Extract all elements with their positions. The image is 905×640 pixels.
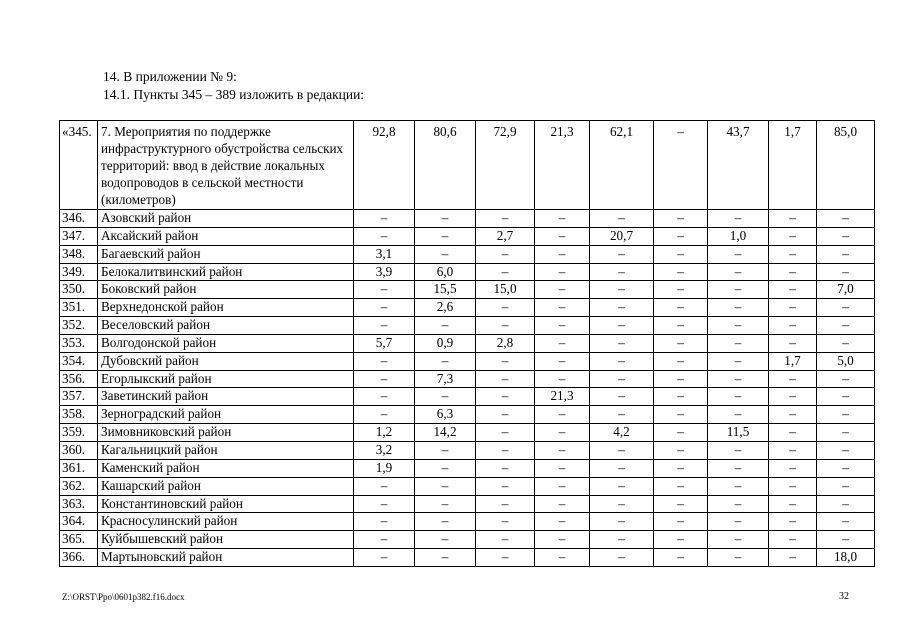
cell-value: – xyxy=(354,531,415,549)
cell-value: – xyxy=(476,477,535,495)
cell-value: – xyxy=(476,388,535,406)
cell-value: – xyxy=(476,549,535,567)
cell-value: – xyxy=(535,352,590,370)
cell-value: 15,0 xyxy=(476,281,535,299)
cell-value: – xyxy=(535,495,590,513)
cell-value: – xyxy=(415,441,476,459)
cell-value: – xyxy=(476,441,535,459)
cell-value: – xyxy=(590,370,654,388)
cell-value: 80,6 xyxy=(415,121,476,210)
cell-value: – xyxy=(654,388,708,406)
row-number: 363. xyxy=(60,495,98,513)
cell-value: 72,9 xyxy=(476,121,535,210)
cell-value: 1,2 xyxy=(354,424,415,442)
cell-value: – xyxy=(708,441,769,459)
cell-value: – xyxy=(415,549,476,567)
cell-value: – xyxy=(769,513,817,531)
cell-value: 15,5 xyxy=(415,281,476,299)
cell-value: – xyxy=(769,424,817,442)
cell-value: – xyxy=(535,477,590,495)
cell-value: – xyxy=(769,370,817,388)
cell-value: – xyxy=(354,370,415,388)
table-row xyxy=(60,477,875,495)
cell-value: – xyxy=(708,406,769,424)
cell-value: – xyxy=(817,334,875,352)
cell-value: – xyxy=(654,459,708,477)
cell-value: – xyxy=(415,477,476,495)
cell-value: 20,7 xyxy=(590,227,654,245)
cell-value: 3,1 xyxy=(354,245,415,263)
cell-value: – xyxy=(354,352,415,370)
table-body xyxy=(60,121,875,567)
table-row xyxy=(60,459,875,477)
cell-value: 1,7 xyxy=(769,352,817,370)
cell-value: – xyxy=(535,441,590,459)
row-name: 7. Мероприятия по поддержке инфраструктурного обустройства сельских территорий: ввод в действие локальных водопроводов в сельской местности (километров) xyxy=(98,121,354,210)
cell-value: 14,2 xyxy=(415,424,476,442)
intro-block xyxy=(103,68,364,104)
cell-value: – xyxy=(817,299,875,317)
cell-value: – xyxy=(654,352,708,370)
row-name: Кагальницкий район xyxy=(98,441,354,459)
footer-file-path: Z:\ORST\Ppo\0601p382.f16.docx xyxy=(62,592,185,602)
table-row xyxy=(60,317,875,335)
cell-value: – xyxy=(817,513,875,531)
table-row xyxy=(60,121,875,210)
cell-value: – xyxy=(708,352,769,370)
cell-value: 5,0 xyxy=(817,352,875,370)
cell-value: – xyxy=(654,370,708,388)
cell-value: – xyxy=(590,495,654,513)
table-row xyxy=(60,334,875,352)
cell-value: 18,0 xyxy=(817,549,875,567)
cell-value: – xyxy=(476,317,535,335)
cell-value: – xyxy=(590,210,654,228)
table-row xyxy=(60,388,875,406)
cell-value: – xyxy=(415,245,476,263)
row-number: 358. xyxy=(60,406,98,424)
cell-value: – xyxy=(769,210,817,228)
cell-value: – xyxy=(590,549,654,567)
cell-value: – xyxy=(654,549,708,567)
row-number: «345. xyxy=(60,121,98,210)
cell-value: – xyxy=(535,370,590,388)
cell-value: 2,7 xyxy=(476,227,535,245)
row-name: Мартыновский район xyxy=(98,549,354,567)
cell-value: – xyxy=(654,299,708,317)
cell-value: – xyxy=(476,263,535,281)
table-row xyxy=(60,245,875,263)
cell-value: – xyxy=(590,352,654,370)
cell-value: 11,5 xyxy=(708,424,769,442)
cell-value: 62,1 xyxy=(590,121,654,210)
row-name: Багаевский район xyxy=(98,245,354,263)
cell-value: – xyxy=(817,317,875,335)
cell-value: – xyxy=(354,227,415,245)
cell-value: 85,0 xyxy=(817,121,875,210)
cell-value: 1,0 xyxy=(708,227,769,245)
table-row xyxy=(60,352,875,370)
cell-value: – xyxy=(708,549,769,567)
cell-value: – xyxy=(590,263,654,281)
cell-value: – xyxy=(415,513,476,531)
table-row xyxy=(60,549,875,567)
row-name: Заветинский район xyxy=(98,388,354,406)
cell-value: – xyxy=(415,388,476,406)
row-name: Волгодонской район xyxy=(98,334,354,352)
cell-value: – xyxy=(535,334,590,352)
cell-value: – xyxy=(476,210,535,228)
row-number: 359. xyxy=(60,424,98,442)
row-name: Боковский район xyxy=(98,281,354,299)
cell-value: – xyxy=(708,513,769,531)
cell-value: – xyxy=(654,406,708,424)
cell-value: – xyxy=(769,549,817,567)
cell-value: 1,7 xyxy=(769,121,817,210)
cell-value: 21,3 xyxy=(535,388,590,406)
table-row xyxy=(60,281,875,299)
cell-value: – xyxy=(476,370,535,388)
cell-value: – xyxy=(354,513,415,531)
cell-value: – xyxy=(535,227,590,245)
cell-value: – xyxy=(654,477,708,495)
cell-value: – xyxy=(708,531,769,549)
cell-value: – xyxy=(817,477,875,495)
cell-value: – xyxy=(769,227,817,245)
cell-value: 7,0 xyxy=(817,281,875,299)
cell-value: – xyxy=(654,281,708,299)
cell-value: – xyxy=(354,210,415,228)
row-number: 353. xyxy=(60,334,98,352)
cell-value: – xyxy=(708,299,769,317)
row-number: 364. xyxy=(60,513,98,531)
cell-value: – xyxy=(708,281,769,299)
row-number: 351. xyxy=(60,299,98,317)
table-row xyxy=(60,227,875,245)
cell-value: – xyxy=(476,424,535,442)
row-name: Красносулинский район xyxy=(98,513,354,531)
row-name: Зерноградский район xyxy=(98,406,354,424)
row-number: 357. xyxy=(60,388,98,406)
cell-value: – xyxy=(590,441,654,459)
cell-value: – xyxy=(817,388,875,406)
cell-value: – xyxy=(535,406,590,424)
cell-value: 3,9 xyxy=(354,263,415,281)
cell-value: – xyxy=(354,317,415,335)
cell-value: – xyxy=(654,317,708,335)
cell-value: – xyxy=(415,352,476,370)
cell-value: 1,9 xyxy=(354,459,415,477)
cell-value: – xyxy=(535,210,590,228)
cell-value: – xyxy=(769,299,817,317)
cell-value: – xyxy=(654,441,708,459)
row-number: 346. xyxy=(60,210,98,228)
cell-value: – xyxy=(817,210,875,228)
cell-value: – xyxy=(354,495,415,513)
row-name: Куйбышевский район xyxy=(98,531,354,549)
cell-value: – xyxy=(354,281,415,299)
cell-value: – xyxy=(708,459,769,477)
cell-value: – xyxy=(476,513,535,531)
cell-value: 4,2 xyxy=(590,424,654,442)
cell-value: – xyxy=(535,263,590,281)
cell-value: – xyxy=(654,334,708,352)
cell-value: – xyxy=(415,210,476,228)
cell-value: – xyxy=(590,406,654,424)
row-name: Каменский район xyxy=(98,459,354,477)
cell-value: – xyxy=(769,531,817,549)
cell-value: – xyxy=(654,424,708,442)
cell-value: – xyxy=(354,299,415,317)
cell-value: – xyxy=(817,495,875,513)
cell-value: – xyxy=(590,245,654,263)
intro-line-2: 14.1. Пункты 345 – 389 изложить в редакции: xyxy=(103,87,365,102)
cell-value: – xyxy=(354,549,415,567)
table-row xyxy=(60,263,875,281)
cell-value: – xyxy=(817,424,875,442)
cell-value: – xyxy=(415,531,476,549)
cell-value: 0,9 xyxy=(415,334,476,352)
row-number: 365. xyxy=(60,531,98,549)
cell-value: 6,3 xyxy=(415,406,476,424)
cell-value: 6,0 xyxy=(415,263,476,281)
cell-value: – xyxy=(535,424,590,442)
cell-value: – xyxy=(535,531,590,549)
cell-value: – xyxy=(769,281,817,299)
cell-value: – xyxy=(476,245,535,263)
cell-value: 7,3 xyxy=(415,370,476,388)
cell-value: – xyxy=(769,388,817,406)
cell-value: – xyxy=(535,281,590,299)
cell-value: – xyxy=(476,459,535,477)
cell-value: – xyxy=(769,459,817,477)
table-row xyxy=(60,513,875,531)
cell-value: 5,7 xyxy=(354,334,415,352)
cell-value: – xyxy=(590,388,654,406)
table-row xyxy=(60,495,875,513)
cell-value: – xyxy=(654,513,708,531)
table-row xyxy=(60,406,875,424)
row-number: 361. xyxy=(60,459,98,477)
cell-value: – xyxy=(769,441,817,459)
cell-value: – xyxy=(476,495,535,513)
row-number: 360. xyxy=(60,441,98,459)
cell-value: – xyxy=(354,388,415,406)
cell-value: – xyxy=(817,370,875,388)
cell-value: – xyxy=(769,263,817,281)
cell-value: – xyxy=(535,245,590,263)
table-row xyxy=(60,424,875,442)
cell-value: 21,3 xyxy=(535,121,590,210)
row-name: Верхнедонской район xyxy=(98,299,354,317)
row-name: Кашарский район xyxy=(98,477,354,495)
cell-value: – xyxy=(590,334,654,352)
cell-value: – xyxy=(769,477,817,495)
cell-value: – xyxy=(817,245,875,263)
cell-value: – xyxy=(590,299,654,317)
cell-value: – xyxy=(535,299,590,317)
table-row xyxy=(60,370,875,388)
cell-value: – xyxy=(535,513,590,531)
cell-value: – xyxy=(708,263,769,281)
table-row xyxy=(60,210,875,228)
row-number: 354. xyxy=(60,352,98,370)
cell-value: 2,6 xyxy=(415,299,476,317)
row-number: 362. xyxy=(60,477,98,495)
cell-value: 92,8 xyxy=(354,121,415,210)
table-row xyxy=(60,299,875,317)
cell-value: – xyxy=(654,531,708,549)
cell-value: – xyxy=(708,334,769,352)
cell-value: – xyxy=(476,352,535,370)
row-name: Константиновский район xyxy=(98,495,354,513)
cell-value: – xyxy=(415,227,476,245)
cell-value: – xyxy=(708,210,769,228)
row-number: 347. xyxy=(60,227,98,245)
cell-value: – xyxy=(654,227,708,245)
intro-line-1: 14. В приложении № 9: xyxy=(103,69,237,84)
cell-value: – xyxy=(590,459,654,477)
row-number: 356. xyxy=(60,370,98,388)
cell-value: – xyxy=(535,459,590,477)
cell-value: – xyxy=(415,495,476,513)
cell-value: – xyxy=(817,227,875,245)
cell-value: – xyxy=(415,317,476,335)
cell-value: – xyxy=(590,281,654,299)
cell-value: 2,8 xyxy=(476,334,535,352)
cell-value: – xyxy=(708,477,769,495)
cell-value: – xyxy=(476,299,535,317)
data-table xyxy=(59,120,875,567)
cell-value: – xyxy=(817,441,875,459)
cell-value: 43,7 xyxy=(708,121,769,210)
row-name: Егорлыкский район xyxy=(98,370,354,388)
cell-value: – xyxy=(590,477,654,495)
cell-value: – xyxy=(817,263,875,281)
cell-value: – xyxy=(654,495,708,513)
cell-value: – xyxy=(590,531,654,549)
row-number: 352. xyxy=(60,317,98,335)
cell-value: – xyxy=(817,531,875,549)
cell-value: – xyxy=(654,121,708,210)
row-number: 366. xyxy=(60,549,98,567)
table-row xyxy=(60,531,875,549)
row-number: 349. xyxy=(60,263,98,281)
cell-value: – xyxy=(535,549,590,567)
cell-value: – xyxy=(476,531,535,549)
cell-value: – xyxy=(708,388,769,406)
row-name: Азовский район xyxy=(98,210,354,228)
row-name: Белокалитвинский район xyxy=(98,263,354,281)
row-name: Зимовниковский район xyxy=(98,424,354,442)
cell-value: – xyxy=(590,513,654,531)
cell-value: – xyxy=(590,317,654,335)
table-row xyxy=(60,441,875,459)
cell-value: – xyxy=(817,406,875,424)
cell-value: 3,2 xyxy=(354,441,415,459)
row-number: 348. xyxy=(60,245,98,263)
cell-value: – xyxy=(654,245,708,263)
cell-value: – xyxy=(708,495,769,513)
cell-value: – xyxy=(535,317,590,335)
cell-value: – xyxy=(817,459,875,477)
cell-value: – xyxy=(769,334,817,352)
cell-value: – xyxy=(769,245,817,263)
cell-value: – xyxy=(769,406,817,424)
cell-value: – xyxy=(708,317,769,335)
row-name: Веселовский район xyxy=(98,317,354,335)
cell-value: – xyxy=(654,263,708,281)
cell-value: – xyxy=(415,459,476,477)
cell-value: – xyxy=(769,317,817,335)
row-name: Аксайский район xyxy=(98,227,354,245)
cell-value: – xyxy=(354,477,415,495)
cell-value: – xyxy=(769,495,817,513)
footer-page-number: 32 xyxy=(839,591,849,602)
cell-value: – xyxy=(708,245,769,263)
cell-value: – xyxy=(708,370,769,388)
row-name: Дубовский район xyxy=(98,352,354,370)
cell-value: – xyxy=(654,210,708,228)
cell-value: – xyxy=(354,406,415,424)
row-number: 350. xyxy=(60,281,98,299)
cell-value: – xyxy=(476,406,535,424)
